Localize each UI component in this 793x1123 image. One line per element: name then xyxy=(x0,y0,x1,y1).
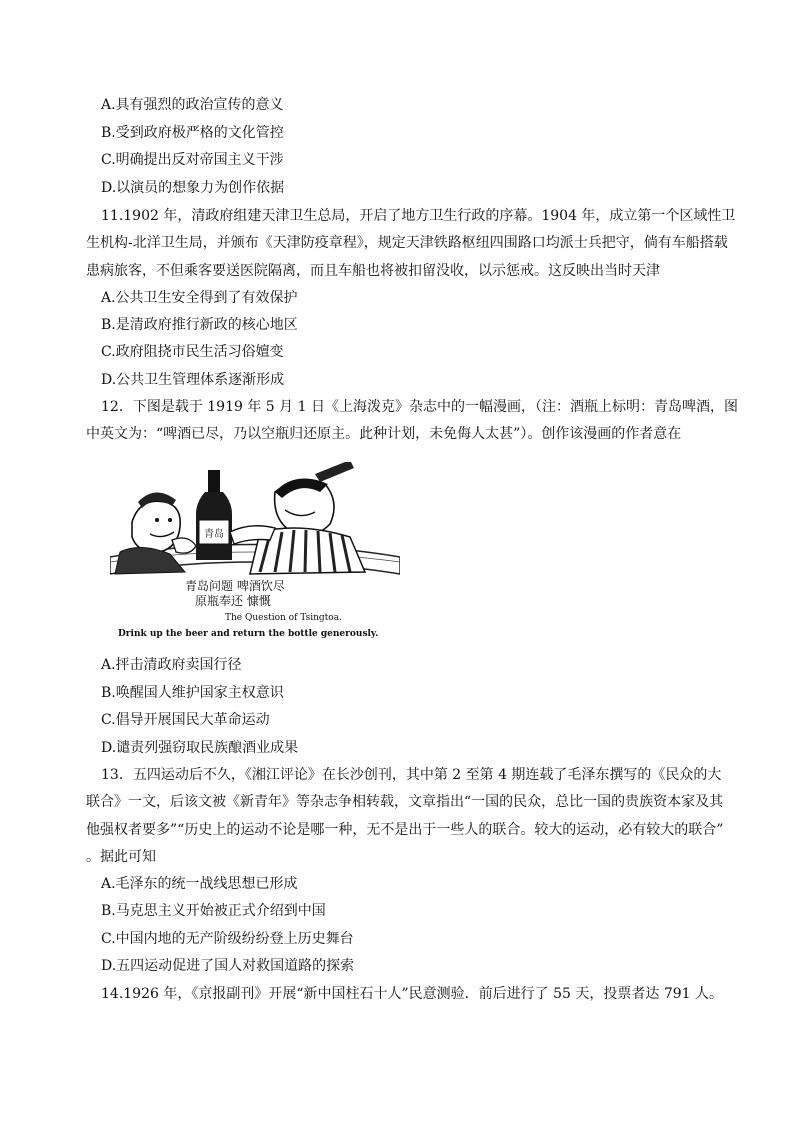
q13-stem-line-2: 联合》一文，后该文被《新青年》等杂志争相转载，文章指出“一国的民众，总比一国的贵族资本家及其 xyxy=(86,794,724,810)
q12-stem-line-1: 12．下图是载于 1919 年 5 月 1 日《上海泼克》杂志中的一幅漫画，（注：酒瓶上标明：青岛啤酒，图 xyxy=(101,399,738,415)
beer-cartoon-image xyxy=(110,462,400,642)
q12-option-d: D.谴责列强窃取民族酿酒业成果 xyxy=(101,740,299,756)
q11-stem-line-2: 生机构-北洋卫生局，并颁布《天津防疫章程》，规定天津铁路枢纽四围路口均派士兵把守，倘有车船搭载 xyxy=(86,235,728,251)
q11-option-d: D.公共卫生管理体系逐渐形成 xyxy=(101,372,285,388)
q11-stem-line-3: 患病旅客，不但乘客要送医院隔离，而且车船也将被扣留没收，以示惩戒。这反映出当时天津 xyxy=(86,263,660,279)
q13-option-a: A.毛泽东的统一战线思想已形成 xyxy=(101,876,298,892)
q13-option-b: B.马克思主义开始被正式介绍到中国 xyxy=(101,903,326,919)
q13-stem-line-3: 他强权者要多”“历史上的运动不论是哪一种，无不是出于一些人的联合。较大的运动，必有较大的联合” xyxy=(86,822,724,838)
beer-bottle-icon xyxy=(196,470,232,560)
q12-option-b: B.唤醒国人维护国家主权意识 xyxy=(101,685,284,701)
q12-stem-line-2: 中英文为：“啤酒已尽，乃以空瓶归还原主。此种计划，未免侮人太甚”）。创作该漫画的作者意在 xyxy=(86,426,682,442)
q14-stem-line-1: 14.1926 年，《京报副刊》开展“新中国柱石十人”民意测验．前后进行了 55 天，投票者达 791 人。 xyxy=(101,986,723,1002)
cartoon-caption-cn-1: 青岛问题 啤酒饮尽 xyxy=(185,579,285,593)
bottle-label: 青岛 xyxy=(204,529,224,540)
q11-stem-line-1: 11.1902 年，清政府组建天津卫生总局，开启了地方卫生行政的序幕。1904 年，成立第一个区域性卫 xyxy=(101,208,736,224)
q10-option-d: D.以演员的想象力为创作依据 xyxy=(101,180,285,196)
q13-option-d: D.五四运动促进了国人对救国道路的探索 xyxy=(101,958,355,974)
cartoon-caption-en-2: Drink up the beer and return the bottle generously. xyxy=(118,629,379,639)
q13-option-c: C.中国内地的无产阶级纷纷登上历史舞台 xyxy=(101,931,354,947)
q13-stem-line-1: 13．五四运动后不久，《湘江评论》在长沙创刊，其中第 2 至第 4 期连载了毛泽东撰写的《民众的大 xyxy=(101,767,722,783)
q12-option-a: A.抨击清政府卖国行径 xyxy=(101,657,242,673)
cartoon-caption-cn-2: 原瓶奉还 慷慨 xyxy=(195,594,271,608)
q10-option-b: B.受到政府极严格的文化管控 xyxy=(101,125,284,141)
q13-stem-line-4: 。据此可知 xyxy=(86,849,156,865)
q10-option-c: C.明确提出反对帝国主义干涉 xyxy=(101,152,284,168)
q12-option-c: C.倡导开展国民大革命运动 xyxy=(101,712,270,728)
q11-option-a: A.公共卫生安全得到了有效保护 xyxy=(101,290,298,306)
cartoon-caption-en-1: The Question of Tsingtoa. xyxy=(225,613,342,623)
q11-option-b: B.是清政府推行新政的核心地区 xyxy=(101,317,298,333)
q11-option-c: C.政府阻挠市民生活习俗嬗变 xyxy=(101,344,284,360)
q10-option-a: A.具有强烈的政治宣传的意义 xyxy=(101,97,284,113)
